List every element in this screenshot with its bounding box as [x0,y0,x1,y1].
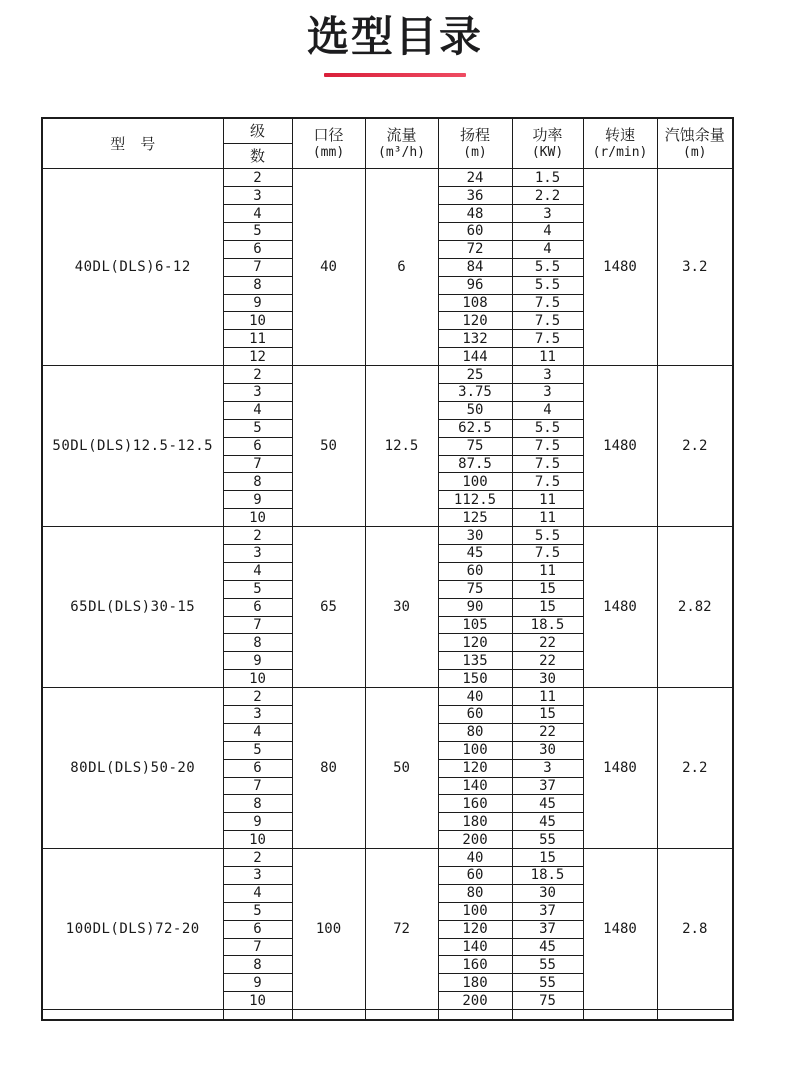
power-cell: 7.5 [512,330,583,348]
head-cell: 105 [438,616,512,634]
power-cell: 7.5 [512,437,583,455]
power-cell: 11 [512,491,583,509]
head-cell: 45 [438,545,512,563]
power-cell: 3 [512,366,583,384]
power-cell: 55 [512,974,583,992]
head-cell: 112.5 [438,491,512,509]
diameter-cell: 40 [292,169,365,366]
head-cell: 140 [438,777,512,795]
power-cell: 15 [512,580,583,598]
stage-cell [223,1010,292,1021]
stage-cell: 5 [223,902,292,920]
header-power [512,118,583,169]
stage-cell: 10 [223,831,292,849]
power-cell: 7.5 [512,545,583,563]
header-npsh-unit: (m) [683,144,707,160]
stage-cell: 6 [223,240,292,258]
selection-catalog-table [41,117,734,1021]
head-cell: 125 [438,509,512,527]
power-cell: 22 [512,723,583,741]
stage-cell: 6 [223,598,292,616]
stage-cell: 4 [223,723,292,741]
stage-cell: 11 [223,330,292,348]
stage-cell: 7 [223,777,292,795]
stage-cell: 2 [223,366,292,384]
power-cell: 4 [512,240,583,258]
model-cell: 65DL(DLS)30-15 [42,527,223,688]
power-cell: 7.5 [512,473,583,491]
head-cell: 100 [438,741,512,759]
header-diameter-name: 口径 [313,126,344,145]
header-speed-unit: (r/min) [592,144,648,160]
power-cell: 18.5 [512,616,583,634]
head-cell: 60 [438,706,512,724]
stage-cell: 7 [223,616,292,634]
diameter-cell [292,1010,365,1021]
stage-cell: 2 [223,849,292,867]
head-cell: 72 [438,240,512,258]
model-cell: 40DL(DLS)6-12 [42,169,223,366]
head-cell: 36 [438,187,512,205]
model-cell: 80DL(DLS)50-20 [42,688,223,849]
head-cell: 90 [438,598,512,616]
head-cell: 132 [438,330,512,348]
stage-cell: 10 [223,312,292,330]
table-row [42,169,733,187]
stage-cell: 12 [223,348,292,366]
page-title: 选型目录 [306,12,483,61]
header-power-name: 功率 [532,126,563,145]
power-cell: 4 [512,222,583,240]
stage-cell: 8 [223,276,292,294]
head-cell: 48 [438,205,512,223]
stage-cell: 9 [223,294,292,312]
head-cell: 80 [438,723,512,741]
stage-cell: 10 [223,992,292,1010]
head-cell: 80 [438,884,512,902]
npsh-cell: 3.2 [657,169,733,366]
stage-cell: 8 [223,956,292,974]
head-cell: 87.5 [438,455,512,473]
diameter-cell: 50 [292,366,365,527]
model-cell: 50DL(DLS)12.5-12.5 [42,366,223,527]
diameter-cell: 100 [292,849,365,1010]
diameter-cell: 65 [292,527,365,688]
flow-cell: 72 [365,849,438,1010]
head-cell: 75 [438,580,512,598]
stage-cell: 6 [223,920,292,938]
speed-cell: 1480 [583,169,657,366]
header-row-top [42,118,733,144]
power-cell: 3 [512,205,583,223]
table-row [42,688,733,706]
power-cell: 37 [512,920,583,938]
flow-cell: 12.5 [365,366,438,527]
stage-cell: 7 [223,258,292,276]
power-cell: 45 [512,938,583,956]
header-power-unit: (KW) [531,144,564,160]
header-head [438,118,512,169]
npsh-cell: 2.82 [657,527,733,688]
power-cell: 15 [512,598,583,616]
power-cell: 30 [512,741,583,759]
head-cell: 180 [438,974,512,992]
head-cell [438,1010,512,1021]
power-cell: 15 [512,706,583,724]
head-cell: 3.75 [438,383,512,401]
catalog-table-body [42,169,733,1010]
header-diameter [292,118,365,169]
stage-cell: 10 [223,670,292,688]
head-cell: 75 [438,437,512,455]
power-cell: 22 [512,634,583,652]
flow-cell: 30 [365,527,438,688]
model-cell [42,1010,223,1021]
head-cell: 120 [438,920,512,938]
table-row [42,1010,733,1021]
header-speed [583,118,657,169]
stage-cell: 3 [223,867,292,885]
head-cell: 30 [438,527,512,545]
head-cell: 96 [438,276,512,294]
power-cell: 11 [512,562,583,580]
npsh-cell: 2.2 [657,688,733,849]
stage-cell: 3 [223,545,292,563]
power-cell: 2.2 [512,187,583,205]
header-head-unit: (m) [463,144,487,160]
speed-cell: 1480 [583,688,657,849]
flow-cell: 6 [365,169,438,366]
head-cell: 60 [438,562,512,580]
head-cell: 100 [438,902,512,920]
header-flow-unit: (m³/h) [378,144,425,160]
speed-cell [583,1010,657,1021]
head-cell: 62.5 [438,419,512,437]
stage-cell: 2 [223,688,292,706]
stage-cell: 5 [223,222,292,240]
table-row [42,849,733,867]
diameter-cell: 80 [292,688,365,849]
stage-cell: 4 [223,884,292,902]
head-cell: 160 [438,795,512,813]
head-cell: 180 [438,813,512,831]
table-row [42,527,733,545]
head-cell: 40 [438,849,512,867]
npsh-cell: 2.8 [657,849,733,1010]
stage-cell: 9 [223,813,292,831]
head-cell: 200 [438,992,512,1010]
head-cell: 40 [438,688,512,706]
stage-cell: 7 [223,938,292,956]
header-flow-name: 流量 [386,126,417,145]
power-cell: 37 [512,777,583,795]
flow-cell: 50 [365,688,438,849]
header-speed-name: 转速 [604,126,635,145]
power-cell: 5.5 [512,276,583,294]
power-cell: 45 [512,813,583,831]
npsh-cell: 2.2 [657,366,733,527]
stage-cell: 6 [223,759,292,777]
stage-cell: 3 [223,706,292,724]
head-cell: 140 [438,938,512,956]
stage-cell: 3 [223,383,292,401]
flow-cell [365,1010,438,1021]
stage-cell: 5 [223,741,292,759]
speed-cell: 1480 [583,366,657,527]
stage-cell: 9 [223,652,292,670]
table-header [42,118,733,169]
stage-cell: 8 [223,473,292,491]
head-cell: 135 [438,652,512,670]
power-cell: 5.5 [512,527,583,545]
model-cell: 100DL(DLS)72-20 [42,849,223,1010]
header-head-name: 扬程 [459,126,490,145]
speed-cell: 1480 [583,849,657,1010]
stage-cell: 2 [223,169,292,187]
power-cell: 5.5 [512,419,583,437]
stage-cell: 4 [223,401,292,419]
head-cell: 24 [438,169,512,187]
head-cell: 108 [438,294,512,312]
power-cell: 11 [512,348,583,366]
header-flow [365,118,438,169]
stage-cell: 4 [223,562,292,580]
power-cell: 3 [512,759,583,777]
power-cell: 7.5 [512,294,583,312]
power-cell: 55 [512,956,583,974]
power-cell [512,1010,583,1021]
power-cell: 4 [512,401,583,419]
header-npsh [657,118,733,169]
head-cell: 120 [438,634,512,652]
head-cell: 60 [438,222,512,240]
head-cell: 84 [438,258,512,276]
header-npsh-name: 汽蚀余量 [664,126,725,145]
head-cell: 144 [438,348,512,366]
stage-cell: 5 [223,419,292,437]
stage-cell: 4 [223,205,292,223]
power-cell: 15 [512,849,583,867]
stage-cell: 6 [223,437,292,455]
head-cell: 25 [438,366,512,384]
stage-cell: 5 [223,580,292,598]
title-underline [324,73,466,77]
header-model: 型 号 [42,118,223,169]
header-stages-top: 级 [223,118,292,144]
stage-cell: 8 [223,634,292,652]
power-cell: 45 [512,795,583,813]
head-cell: 200 [438,831,512,849]
power-cell: 11 [512,688,583,706]
power-cell: 75 [512,992,583,1010]
power-cell: 30 [512,670,583,688]
stage-cell: 10 [223,509,292,527]
head-cell: 60 [438,867,512,885]
power-cell: 1.5 [512,169,583,187]
header-stages-bottom: 数 [223,144,292,169]
power-cell: 30 [512,884,583,902]
head-cell: 150 [438,670,512,688]
stage-cell: 9 [223,974,292,992]
power-cell: 7.5 [512,455,583,473]
stage-cell: 9 [223,491,292,509]
stage-cell: 3 [223,187,292,205]
head-cell: 160 [438,956,512,974]
power-cell: 7.5 [512,312,583,330]
power-cell: 18.5 [512,867,583,885]
power-cell: 3 [512,383,583,401]
header-diameter-unit: (mm) [312,144,345,160]
power-cell: 37 [512,902,583,920]
power-cell: 5.5 [512,258,583,276]
next-block-partial [42,1010,733,1021]
stage-cell: 8 [223,795,292,813]
head-cell: 50 [438,401,512,419]
stage-cell: 7 [223,455,292,473]
head-cell: 120 [438,312,512,330]
power-cell: 22 [512,652,583,670]
stage-cell: 2 [223,527,292,545]
head-cell: 100 [438,473,512,491]
power-cell: 11 [512,509,583,527]
table-row [42,366,733,384]
speed-cell: 1480 [583,527,657,688]
npsh-cell [657,1010,733,1021]
power-cell: 55 [512,831,583,849]
head-cell: 120 [438,759,512,777]
